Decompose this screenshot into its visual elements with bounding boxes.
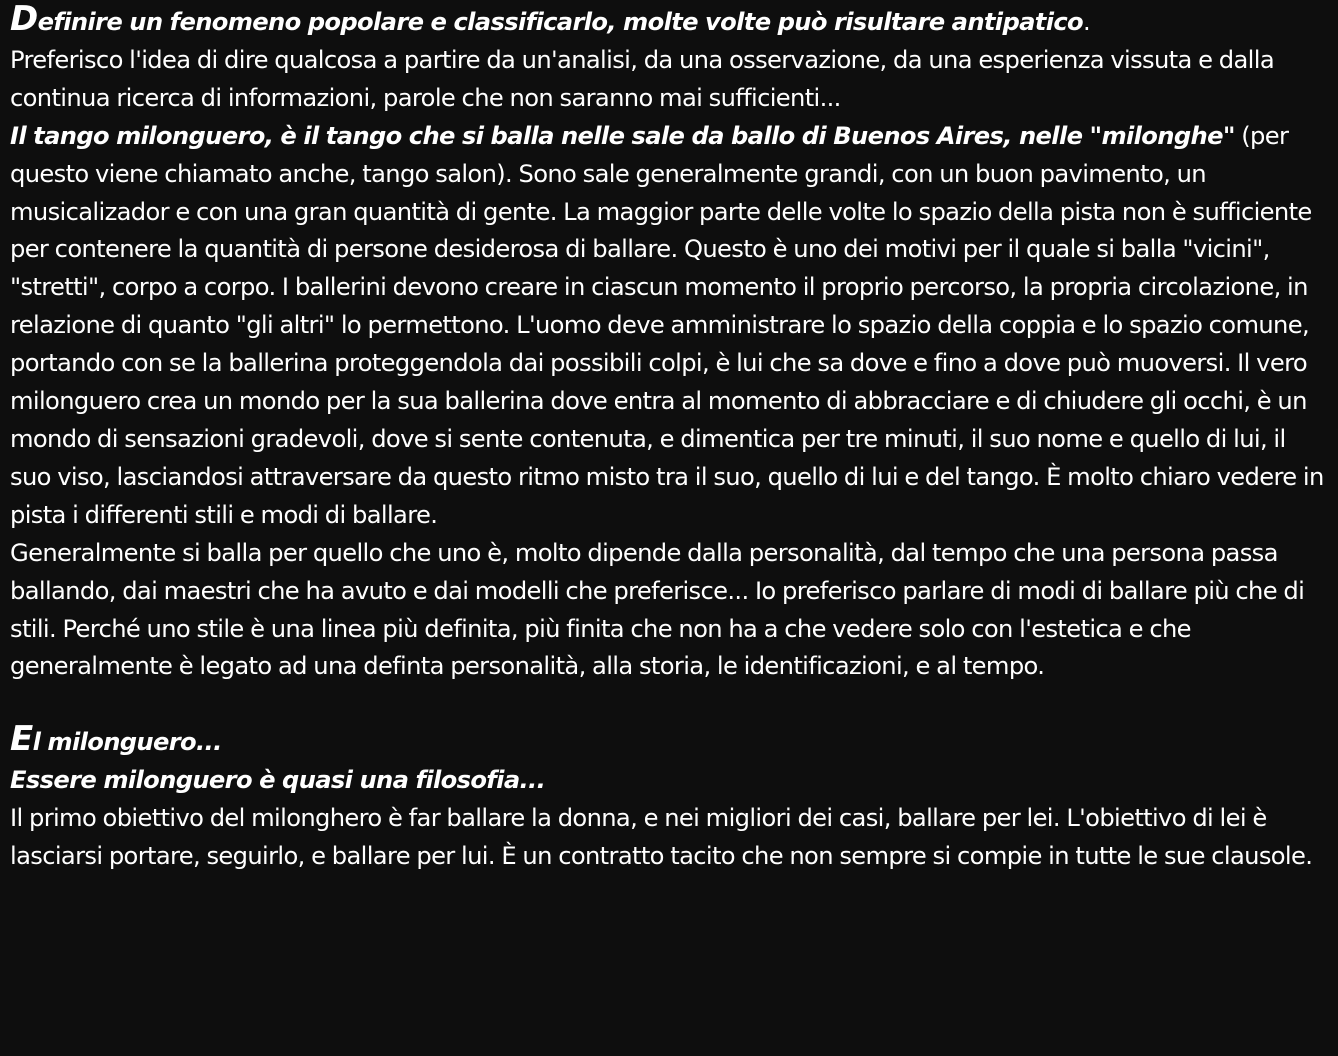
section-heading-text: l milonguero... (32, 728, 222, 757)
section-subheading: Essere milonguero è quasi una filosofia... (10, 766, 546, 795)
section-body: Il primo obiettivo del milonghero è far ballare la donna, e nei migliori dei casi, ballare per lei. L'obiettivo di lei è lasciarsi portare, seguirlo, e ballare per lui. È un contratto tacito che non sempre si compie in tutte le sue clausole. (10, 804, 1313, 871)
intro-heading: efinire un fenomeno popolare e classificarlo, molte volte può risultare antipatico (37, 8, 1083, 36)
intro-body: Preferisco l'idea di dire qualcosa a partire da un'analisi, da una osservazione, da una esperienza vissuta e dalla continua ricerca di informazioni, parole che non saranno mai sufficienti... (10, 45, 1274, 112)
section-drop-cap: E (10, 719, 33, 760)
definition-paragraph (10, 118, 1328, 535)
styles-paragraph: Generalmente si balla per quello che uno è, molto dipende dalla personalità, dal tempo che una persona passa ballando, dai maestri che ha avuto e dai modelli che preferisce... Io preferisco parlare di modi di ballare più che di stili. Perché uno stile è una linea più definita, più finita che non ha a che vedere solo con l'estetica e che generalmente è legato ad una definta personalità, alla storia, le identificazioni, e al tempo. (10, 538, 1305, 681)
intro-paragraph (10, 0, 1328, 118)
definition-lead: Il tango milonguero, è il tango che si balla nelle sale da ballo di Buenos Aires, nelle "milonghe" (10, 121, 1235, 150)
section-heading (10, 719, 1328, 762)
intro-heading-end: . (1083, 8, 1091, 36)
definition-body: (per questo viene chiamato anche, tango salon). Sono sale generalmente grandi, con un buon pavimento, un musicalizador e con una gran quantità di gente. La maggior parte delle volte lo spazio della pista non è sufficiente per contenere la quantità di persone desiderosa di ballare. Questo è uno dei motivi per il quale si balla "vicini", "stretti", corpo a corpo. I ballerini devono creare in ciascun momento il proprio percorso, la propria circolazione, in relazione di quanto "gli altri" lo permettono. L'uomo deve amministrare lo spazio della coppia e lo spazio comune, portando con se la ballerina proteggendola dai possibili colpi, è lui che sa dove e fino a dove può muoversi. Il vero milonguero crea un mondo per la sua ballerina dove entra al momento di abbracciare e di chiudere gli occhi, è un mondo di sensazioni gradevoli, dove si sente contenuta, e dimentica per tre minuti, il suo nome e quello di lui, il suo viso, lasciandosi attraversare da questo ritmo misto tra il suo, quello di lui e del tango. È molto chiaro vedere in pista i differenti stili e modi di ballare. (10, 121, 1324, 529)
section-spacer (10, 686, 1328, 724)
intro-drop-cap: D (10, 0, 38, 39)
